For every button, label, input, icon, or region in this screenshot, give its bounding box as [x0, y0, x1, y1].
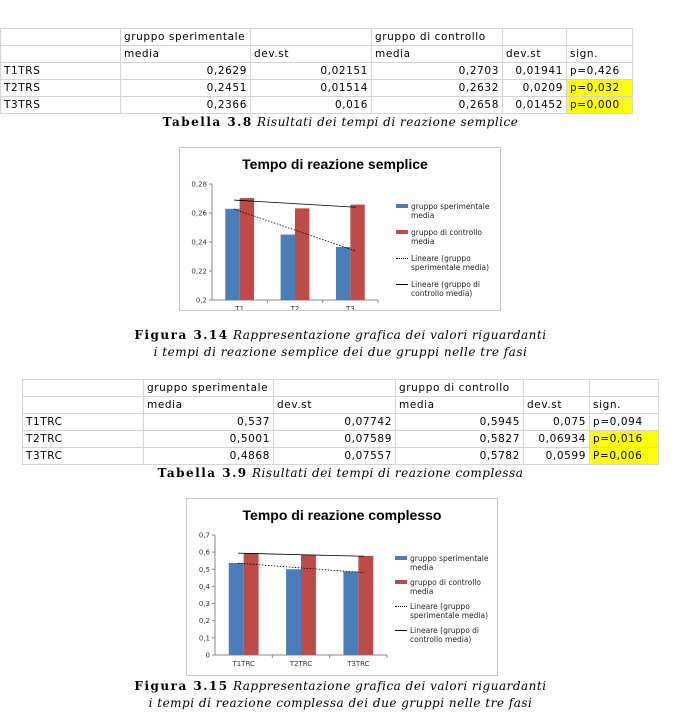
- table-row: [1, 63, 633, 80]
- y-tick-label: 0,26: [191, 209, 207, 218]
- cell-sign-highlighted: p=0,000: [567, 97, 633, 114]
- table-subheader-row: [23, 397, 659, 414]
- cell-value: 0,0209: [503, 80, 567, 97]
- row-label: T1TRS: [1, 63, 121, 80]
- bar-sperimentale: [286, 569, 301, 655]
- cell-value: 0,2366: [121, 97, 251, 114]
- chart-reaction-simple: Tempo di reazione semplice 0,2 0,22 0,24 0,26 0,28 T1 T2 T3 gruppo sperimentale media gruppo di controllo media Lineare (gruppo sperimentale media) Lineare (gruppo di controllo media): [179, 147, 501, 311]
- x-tick-label: T2: [290, 305, 300, 310]
- table-header-row: [1, 29, 633, 46]
- cell-value: 0,016: [251, 97, 372, 114]
- cell-value: 0,2703: [372, 63, 503, 80]
- column-header: media: [396, 397, 524, 414]
- cell-sign-highlighted: p=0,016: [590, 431, 659, 448]
- table-row: [23, 414, 659, 431]
- y-tick-label: 0,2: [198, 617, 210, 626]
- bar-controllo: [244, 553, 259, 655]
- x-tick-label: T3TRC: [347, 660, 370, 668]
- x-tick-label: T1: [235, 305, 245, 310]
- cell-sign: p=0,426: [567, 63, 633, 80]
- cell-value: 0,07557: [274, 448, 396, 465]
- bar-controllo: [301, 555, 316, 655]
- cell-value: 0,4868: [144, 448, 274, 465]
- y-tick-label: 0,24: [191, 238, 207, 247]
- y-tick-label: 0,5: [198, 565, 210, 574]
- cell-value: 0,01452: [503, 97, 567, 114]
- figure-caption: Figura 3.14 Rappresentazione grafica dei valori riguardanti i tempi di reazione semplice dei due gruppi nelle tre fasi: [134, 328, 547, 359]
- column-header: dev.st: [524, 397, 590, 414]
- column-header: media: [144, 397, 274, 414]
- y-tick-label: 0,4: [198, 582, 210, 591]
- row-label: T2TRS: [1, 80, 121, 97]
- cell-value: 0,02151: [251, 63, 372, 80]
- group-header: gruppo di controllo: [396, 380, 524, 397]
- chart-title: Tempo di reazione complesso: [242, 507, 442, 523]
- cell-value: 0,2658: [372, 97, 503, 114]
- cell-value: 0,0599: [524, 448, 590, 465]
- cell-sign: p=0,094: [590, 414, 659, 431]
- chart-reaction-complex: Tempo di reazione complesso 0 0,1 0,2 0,3 0,4 0,5 0,6 0,7 T1TRC T2TRC T3TRC gruppo sperimentale media gruppo di controllo media Lineare (gruppo sperimentale media) Lineare (gruppo di controllo media): [186, 498, 498, 676]
- y-tick-label: 0,22: [191, 267, 207, 276]
- table-row: [1, 80, 633, 97]
- x-tick-label: T2TRC: [289, 660, 313, 668]
- bar-sperimentale: [281, 235, 295, 300]
- cell-value: 0,2632: [372, 80, 503, 97]
- bar-controllo: [295, 208, 309, 300]
- column-header: dev.st: [274, 397, 396, 414]
- table-reaction-complex: [22, 379, 659, 465]
- chart-title: Tempo di reazione semplice: [242, 156, 428, 172]
- cell-sign-highlighted: P=0,006: [590, 448, 659, 465]
- figure-caption: Figura 3.15 Rappresentazione grafica dei valori riguardanti i tempi di reazione complessa dei due gruppi nelle tre fasi: [134, 679, 547, 710]
- table-header-row: [23, 380, 659, 397]
- group-header: gruppo di controllo: [372, 29, 503, 46]
- y-tick-label: 0,28: [191, 180, 207, 189]
- column-header: dev.st: [503, 46, 567, 63]
- table-subheader-row: [1, 46, 633, 63]
- cell-value: 0,2451: [121, 80, 251, 97]
- group-header: gruppo sperimentale: [121, 29, 251, 46]
- cell-value: 0,2629: [121, 63, 251, 80]
- table-row: [1, 97, 633, 114]
- column-header: sign.: [567, 46, 633, 63]
- x-tick-label: T1TRC: [232, 660, 255, 668]
- cell-value: 0,07589: [274, 431, 396, 448]
- row-label: T2TRC: [23, 431, 144, 448]
- bar-controllo: [350, 205, 364, 300]
- cell-sign-highlighted: p=0,032: [567, 80, 633, 97]
- column-header: sign.: [590, 397, 659, 414]
- cell-value: 0,537: [144, 414, 274, 431]
- cell-value: 0,06934: [524, 431, 590, 448]
- y-tick-label: 0,1: [198, 634, 210, 643]
- bar-sperimentale: [336, 247, 350, 300]
- y-tick-label: 0: [205, 651, 210, 660]
- column-header: media: [121, 46, 251, 63]
- y-tick-label: 0,2: [195, 296, 207, 305]
- cell-value: 0,01941: [503, 63, 567, 80]
- bar-sperimentale: [343, 572, 358, 655]
- table-caption: Tabella 3.8 Risultati dei tempi di reazione semplice: [162, 115, 519, 129]
- cell-value: 0,5827: [396, 431, 524, 448]
- bar-sperimentale: [229, 563, 244, 655]
- table-row: [23, 431, 659, 448]
- cell-value: 0,5782: [396, 448, 524, 465]
- y-tick-label: 0,3: [198, 600, 210, 609]
- cell-value: 0,01514: [251, 80, 372, 97]
- y-tick-label: 0,6: [198, 548, 210, 557]
- bar-sperimentale: [225, 209, 239, 300]
- cell-value: 0,07742: [274, 414, 396, 431]
- cell-value: 0,5945: [396, 414, 524, 431]
- table-reaction-simple: [0, 28, 633, 114]
- column-header: media: [372, 46, 503, 63]
- cell-value: 0,5001: [144, 431, 274, 448]
- row-label: T1TRC: [23, 414, 144, 431]
- x-tick-label: T3: [345, 305, 355, 310]
- row-label: T3TRC: [23, 448, 144, 465]
- group-header: gruppo sperimentale: [144, 380, 274, 397]
- y-tick-label: 0,7: [198, 531, 210, 540]
- cell-value: 0,075: [524, 414, 590, 431]
- column-header: dev.st: [251, 46, 372, 63]
- table-row: [23, 448, 659, 465]
- table-caption: Tabella 3.9 Risultati dei tempi di reazione complessa: [157, 466, 524, 480]
- bar-controllo: [358, 556, 373, 655]
- row-label: T3TRS: [1, 97, 121, 114]
